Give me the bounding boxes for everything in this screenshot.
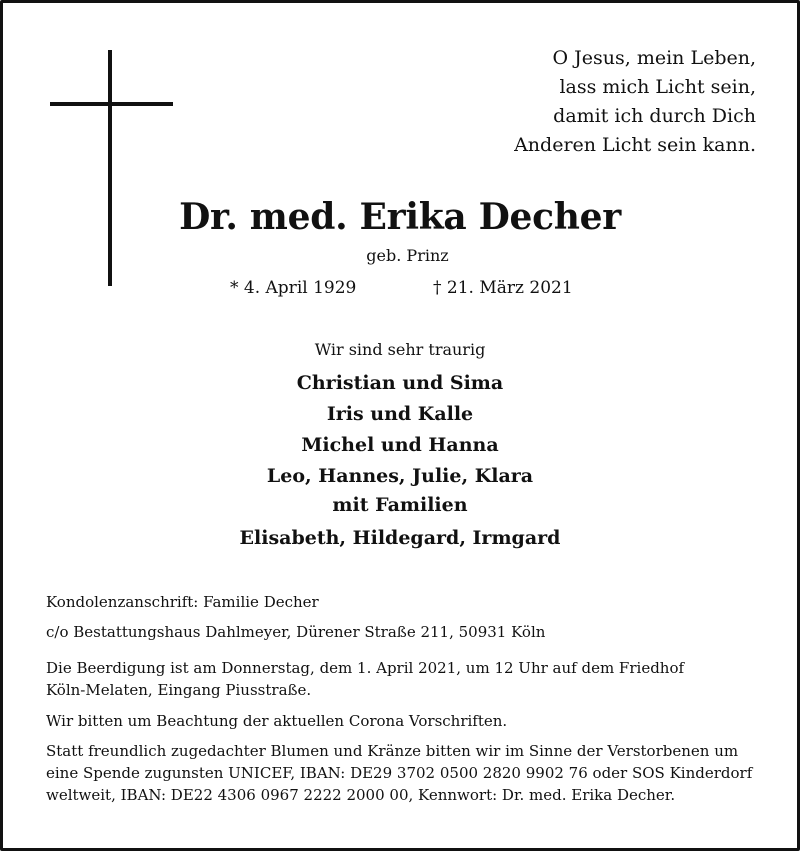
mourner-line: Christian und Sima bbox=[296, 372, 504, 394]
info-section bbox=[46, 591, 766, 806]
poem bbox=[514, 44, 756, 160]
mourner-line: mit Familien bbox=[332, 494, 468, 516]
mourners-list bbox=[0, 368, 800, 554]
birth-date: * 4. April 1929 bbox=[230, 278, 357, 298]
condolence-address: c/o Bestattungshaus Dahlmeyer, Dürener Straße 211, 50931 Köln bbox=[46, 623, 546, 641]
donation-line: Statt freundlich zugedachter Blumen und Kränze bitten wir im Sinne der Verstorbenen um bbox=[46, 742, 739, 760]
death-date: † 21. März 2021 bbox=[433, 278, 573, 298]
mourner-line: Michel und Hanna bbox=[301, 434, 499, 456]
poem-line: lass mich Licht sein, bbox=[559, 76, 756, 98]
mourner-line: Elisabeth, Hildegard, Irmgard bbox=[239, 527, 561, 549]
mourners-intro: Wir sind sehr traurig bbox=[314, 340, 486, 359]
maiden-name: geb. Prinz bbox=[366, 246, 449, 265]
mourner-line: Iris und Kalle bbox=[326, 403, 474, 425]
poem-line: Anderen Licht sein kann. bbox=[514, 134, 756, 156]
donation-line: weltweit, IBAN: DE22 4306 0967 2222 2000 00, Kennwort: Dr. med. Erika Decher. bbox=[46, 786, 676, 804]
poem-line: O Jesus, mein Leben, bbox=[552, 47, 756, 69]
funeral-info-line: Die Beerdigung ist am Donnerstag, dem 1. April 2021, um 12 Uhr auf dem Friedhof bbox=[46, 659, 685, 677]
cross-horizontal-bar bbox=[50, 102, 173, 106]
donation-line: eine Spende zugunsten UNICEF, IBAN: DE29 3702 0500 2820 9902 76 oder SOS Kinderdorf bbox=[46, 764, 753, 782]
condolence-label: Kondolenzanschrift: Familie Decher bbox=[46, 593, 319, 611]
poem-line: damit ich durch Dich bbox=[553, 105, 756, 127]
corona-notice: Wir bitten um Beachtung der aktuellen Corona Vorschriften. bbox=[46, 712, 508, 730]
deceased-name: Dr. med. Erika Decher bbox=[179, 196, 621, 238]
funeral-info-line: Köln-Melaten, Eingang Piusstraße. bbox=[46, 681, 312, 699]
mourner-line: Leo, Hannes, Julie, Klara bbox=[266, 465, 534, 487]
